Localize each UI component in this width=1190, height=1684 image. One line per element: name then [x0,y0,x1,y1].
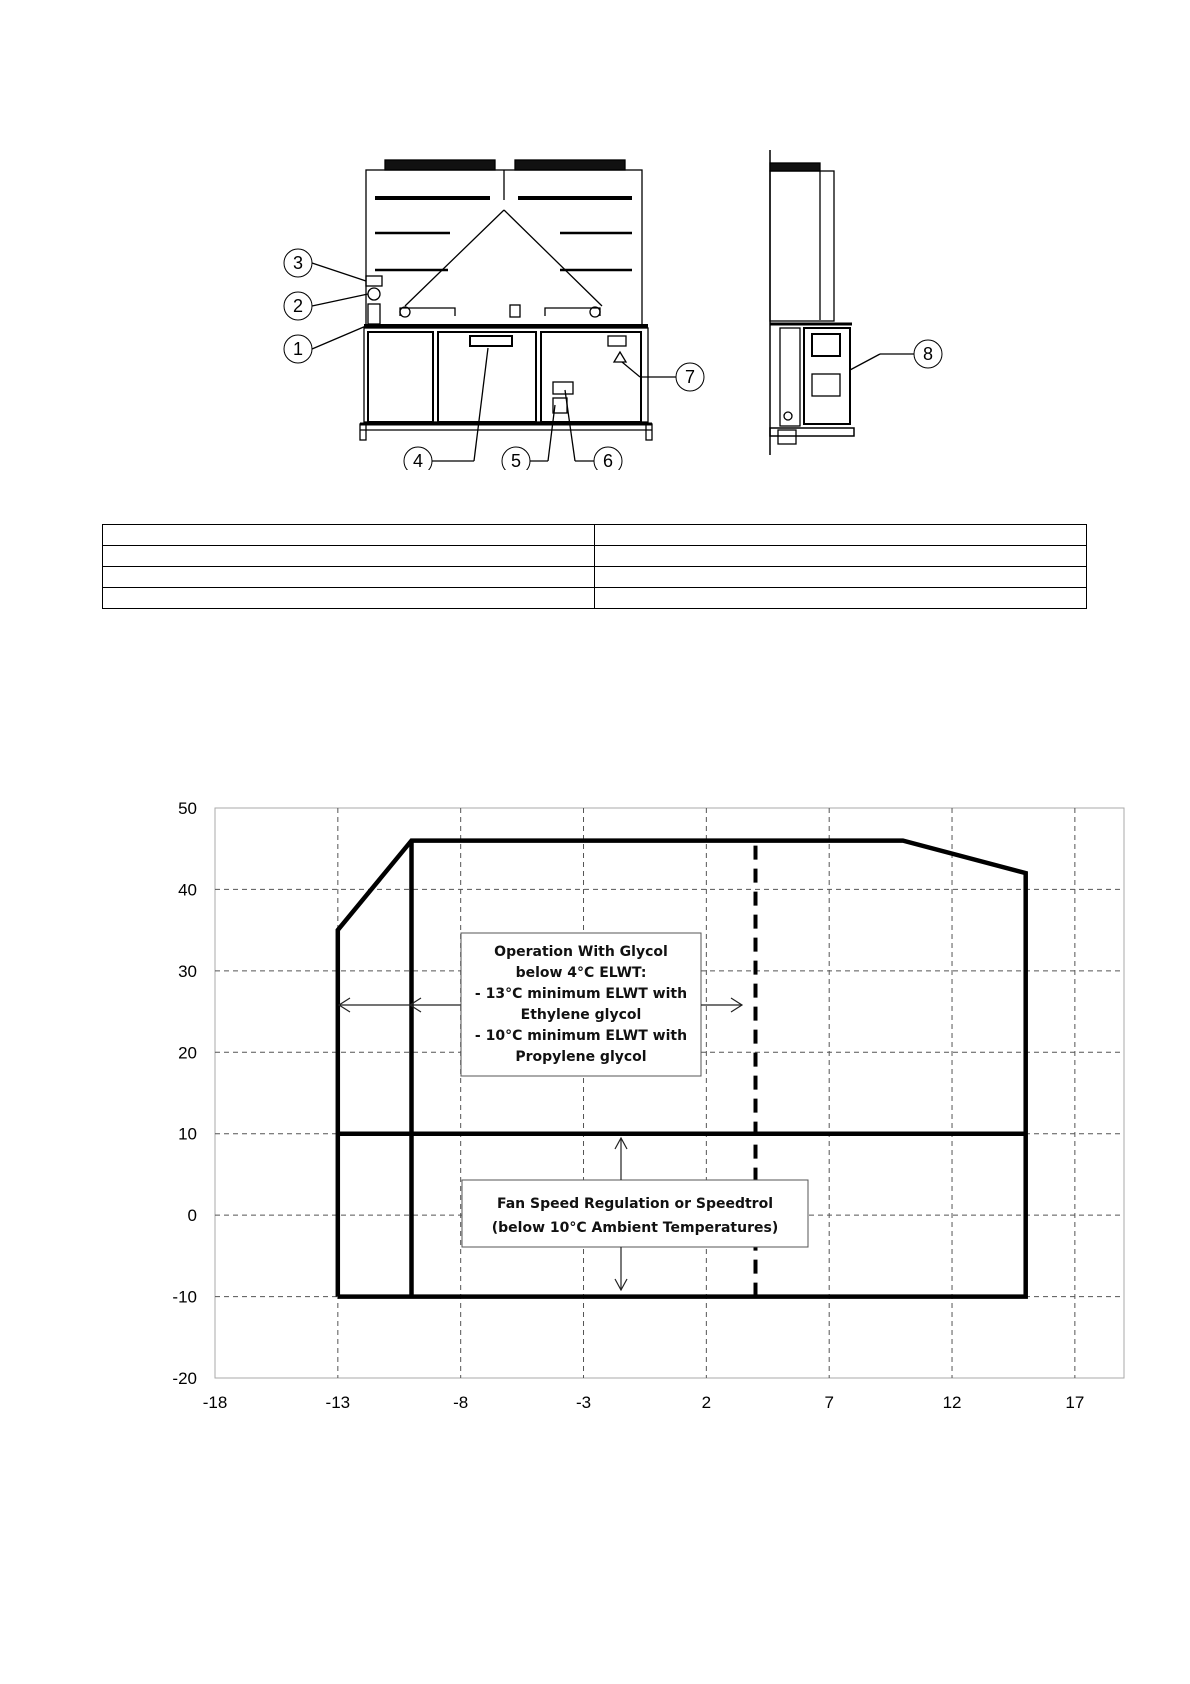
x-tick-label: -13 [325,1393,351,1412]
y-tick-label: 10 [178,1124,197,1144]
y-tick-label: -20 [172,1369,197,1388]
glycol-line-2: below 4°C ELWT: [515,965,647,981]
chart-ticks [172,799,1084,1412]
y-tick-label: 0 [187,1206,197,1226]
callout-1: 1 [292,339,304,359]
y-tick-label: -10 [172,1287,197,1307]
glycol-line-6: Propylene glycol [515,1049,647,1065]
x-tick-label: 17 [1065,1393,1085,1412]
x-tick-label: 12 [942,1393,962,1412]
callout-2: 2 [292,296,304,316]
fan-line-1: Fan Speed Regulation or Speedtrol [496,1196,774,1212]
y-tick-label: 50 [178,799,197,818]
callout-7: 7 [684,367,696,387]
glycol-line-5: - 10°C minimum ELWT with [474,1028,688,1044]
x-tick-label: 2 [701,1393,712,1412]
fan-line-2: (below 10°C Ambient Temperatures) [491,1220,779,1236]
glycol-line-1: Operation With Glycol [494,944,668,960]
glycol-annotation [461,933,701,1076]
glycol-line-3: - 13°C minimum ELWT with [474,986,688,1002]
chart-grid [215,808,1124,1378]
y-tick-label: 30 [178,961,197,981]
callout-4: 4 [412,451,424,470]
callout-5: 5 [510,451,522,470]
x-tick-label: -3 [575,1393,592,1412]
callout-6: 6 [602,451,614,470]
x-tick-label: -8 [453,1393,469,1412]
plot-border [215,808,1124,1378]
x-tick-label: 7 [824,1393,834,1412]
fan-speed-annotation [462,1180,808,1247]
y-tick-label: 40 [178,880,197,900]
callout-3: 3 [292,253,304,273]
x-tick-label: -18 [202,1393,228,1412]
callout-8: 8 [922,344,934,364]
y-tick-label: 20 [178,1043,197,1063]
glycol-line-4: Ethylene glycol [520,1007,642,1023]
